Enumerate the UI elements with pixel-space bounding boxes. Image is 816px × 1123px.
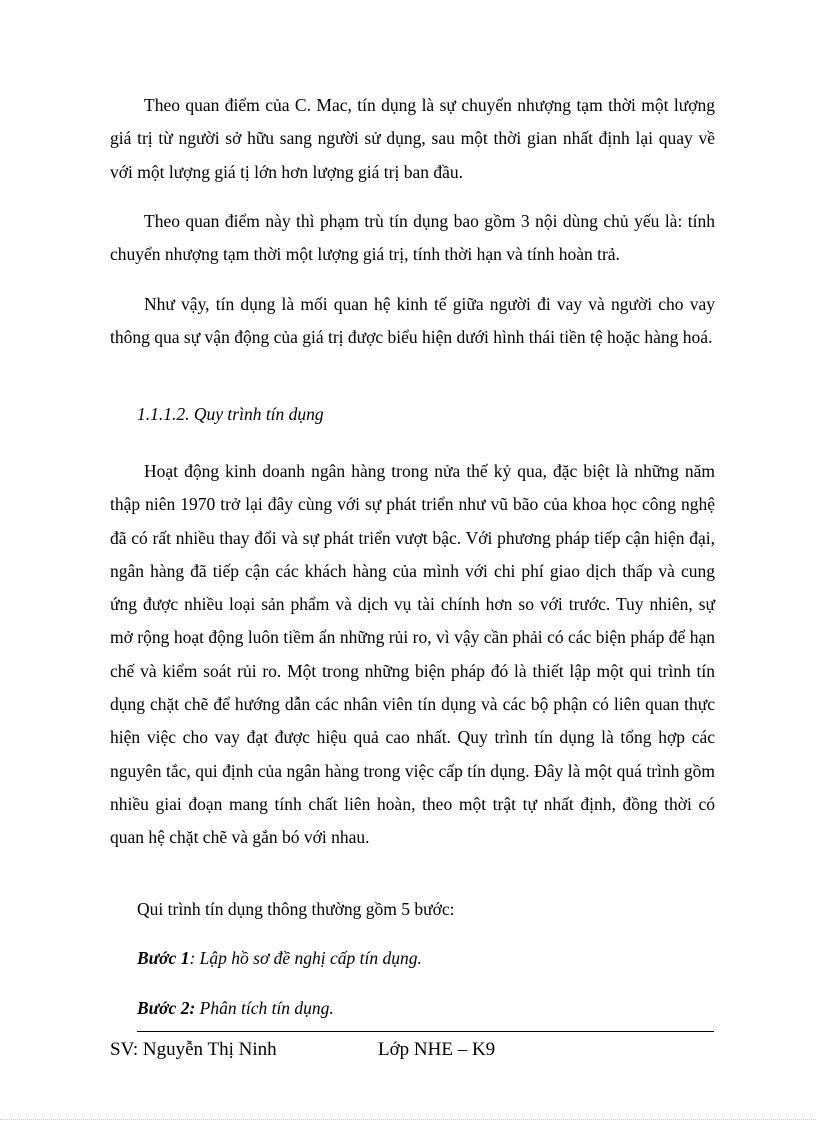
page-bottom-edge	[0, 1119, 816, 1120]
step-item	[137, 998, 334, 1019]
step-text: : Lập hồ sơ đề nghị cấp tín dụng.	[189, 948, 422, 968]
step-label: Bước 1	[137, 948, 190, 968]
paragraph-credit-process: Hoạt động kinh doanh ngân hàng trong nửa thế kỷ qua, đặc biệt là những năm thập niên 1970 trở lại đây cùng với sự phát triển như vũ bão của khoa học công nghệ đã có rất nhiều thay đổi và sự phát triển vượt bậc. Với phương pháp tiếp cận hiện đại, ngân hàng đã tiếp cận các khách hàng của mình với chi phí giao dịch thấp và cung ứng được nhiều loại sản phẩm và dịch vụ tài chính hơn so với trước. Tuy nhiên, sự mở rộng hoạt động luôn tiềm ẩn những rủi ro, vì vậy cần phải có các biện pháp để hạn chế và kiểm soát rủi ro. Một trong những biện pháp đó là thiết lập một qui trình tín dụng chặt chẽ để hướng dẫn các nhân viên tín dụng và các bộ phận có liên quan thực hiện việc cho vay đạt được hiệu quả cao nhất. Quy trình tín dụng là tổng hợp các nguyên tắc, qui định của ngân hàng trong việc cấp tín dụng. Đây là một quá trình gồm nhiều giai đoạn mang tính chất liên hoàn, theo một trật tự nhất định, đồng thời có quan hệ chặt chẽ và gắn bó với nhau.	[110, 461, 715, 848]
step-text: Phân tích tín dụng.	[195, 998, 334, 1018]
steps-intro: Qui trình tín dụng thông thường gồm 5 bước:	[137, 899, 455, 919]
footer-class-name: Lớp NHE – K9	[378, 1039, 496, 1060]
paragraph-credit-definition: Theo quan điểm của C. Mac, tín dụng là sự chuyển nhượng tạm thời một lượng giá trị từ người sở hữu sang người sử dụng, sau một thời gian nhất định lại quay về với một lượng giá tị lớn hơn lượng giá trị ban đầu.	[110, 95, 715, 182]
paragraph-credit-components: Theo quan điểm này thì phạm trù tín dụng bao gồm 3 nội dùng chủ yếu là: tính chuyển nhượng tạm thời một lượng giá trị, tính thời hạn và tính hoàn trả.	[110, 211, 715, 265]
section-heading: 1.1.1.2. Quy trình tín dụng	[137, 404, 324, 424]
paragraph-credit-relationship: Như vậy, tín dụng là mối quan hệ kinh tế giữa người đi vay và người cho vay thông qua sự vận động của giá trị được biểu hiện dưới hình thái tiền tệ hoặc hàng hoá.	[110, 294, 715, 348]
step-item	[137, 948, 422, 969]
footer-divider	[137, 1031, 714, 1032]
step-label: Bước 2:	[137, 998, 196, 1018]
footer-student-name: SV: Nguyễn Thị Ninh	[110, 1039, 277, 1060]
